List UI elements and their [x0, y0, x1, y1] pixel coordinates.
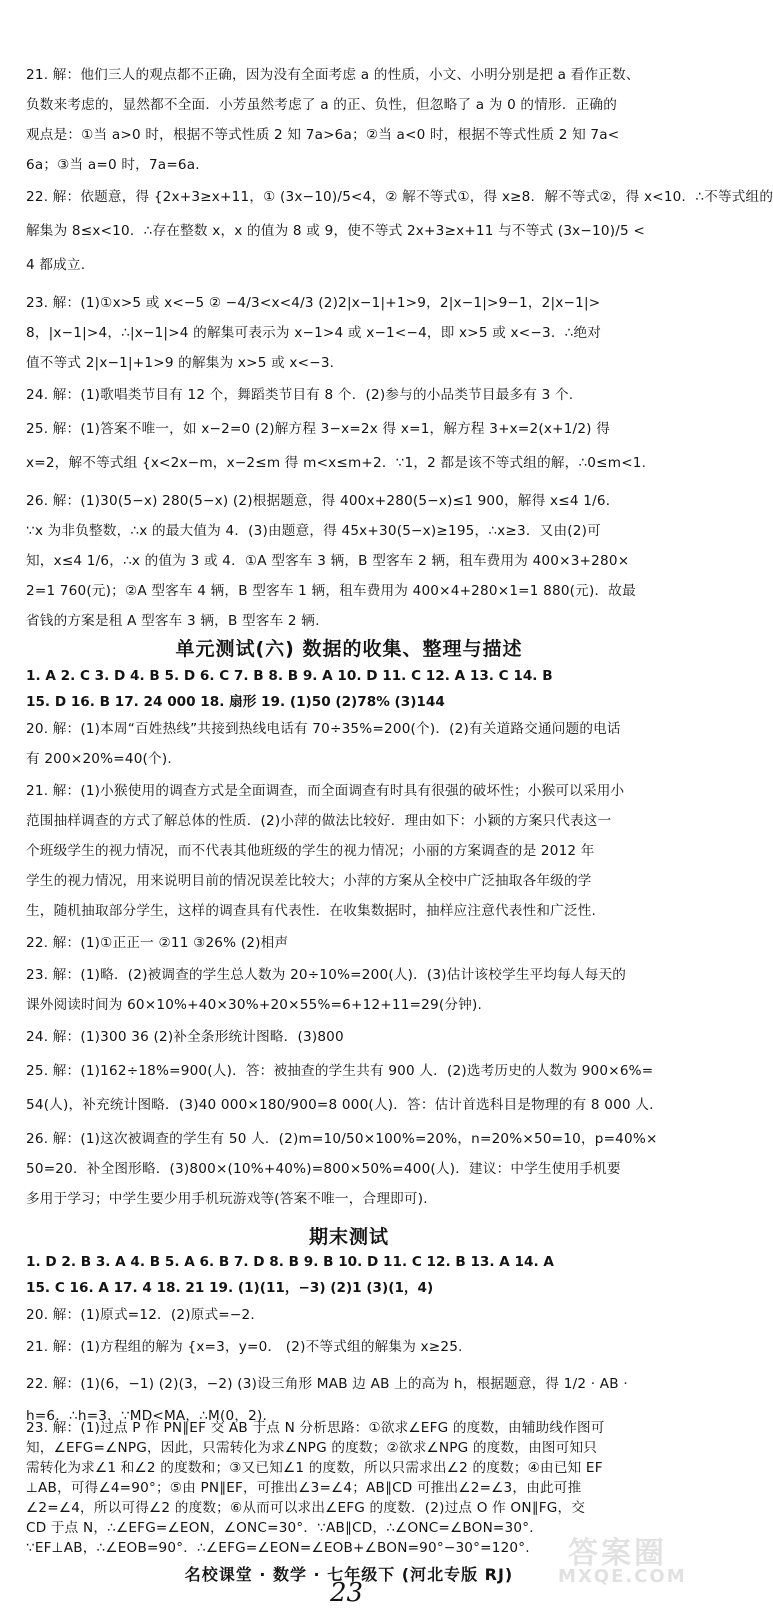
unit6-answer-26	[26, 1124, 686, 1214]
answer-line: 22. 解：(1)①正正一 ②11 ③26% (2)相声	[26, 935, 289, 951]
watermark-logo	[538, 1528, 688, 1592]
answer-line: 23. 解：(1)①x>5 或 x<−5 ② −4/3<x<4/3 (2)2|x−1|+1>9，2|x−1|>9−1，2|x−1|>	[26, 295, 601, 311]
section-title-final: 期末测试	[308, 1226, 389, 1248]
answer-line: 24. 解：(1)歌唱类节目有 12 个，舞蹈类节目有 8 个．(2)参与的小品类节目最多有 3 个.	[26, 387, 574, 403]
answer-line: 20. 解：(1)原式=12．(2)原式=−2.	[26, 1307, 255, 1323]
answer-line: 知，∠EFG=∠NPG，因此，只需转化为求∠NPG 的度数；②欲求∠NPG 的度数，由图可知只	[26, 1440, 598, 1456]
unit6-answer-23	[26, 960, 686, 1020]
answer-line: 21. 解：(1)方程组的解为 {x=3，y=0． (2)不等式组的解集为 x≥25.	[26, 1339, 463, 1355]
answer-line: 省钱的方案是租 A 型客车 3 辆，B 型客车 2 辆.	[26, 613, 320, 629]
page-footer: 名校课堂 · 数学 · 七年级下 (河北专版 RJ)	[184, 1565, 514, 1584]
final-answer-20	[26, 1300, 686, 1330]
answer-line: ∠2=∠4，所以可得∠2 的度数；⑥从而可以求出∠EFG 的度数．(2)过点 O 作 ON∥FG，交	[26, 1500, 586, 1516]
watermark-text: 答案圈	[568, 1536, 667, 1571]
answer-26	[26, 486, 686, 636]
section-title-unit6: 单元测试(六) 数据的收集、整理与描述	[175, 638, 523, 660]
answer-line: 50=20．补全图形略．(3)800×(10%+40%)=800×50%=400(人)．建议：中学生使用手机要	[26, 1161, 621, 1177]
final-answer-21	[26, 1330, 686, 1364]
answer-line: 21. 解：他们三人的观点都不正确，因为没有全面考虑 a 的性质，小文、小明分别是把 a 看作正数、	[26, 67, 640, 83]
answer-line: 2=1 760(元)；②A 型客车 4 辆，B 型客车 1 辆，租车费用为 400×4+280×1=1 880(元)．故最	[26, 583, 636, 599]
answer-line: CD 于点 N，∴∠EFG=∠EON，∠ONC=30°．∵AB∥CD，∴∠ONC=∠BON=30°．	[26, 1520, 544, 1536]
answer-line: 观点是：①当 a>0 时，根据不等式性质 2 知 7a>6a；②当 a<0 时，根据不等式性质 2 知 7a<	[26, 127, 620, 143]
answer-line: 生，随机抽取部分学生，这样的调查具有代表性．在收集数据时，抽样应注意代表性和广泛性.	[26, 903, 597, 919]
answer-line: 25. 解：(1)答案不唯一，如 x−2=0 (2)解方程 3−x=2x 得 x=1，解方程 3+x=2(x+1/2) 得	[26, 421, 610, 437]
answer-line: 4 都成立.	[26, 257, 86, 273]
answer-23	[26, 288, 686, 378]
answer-line: 有 200×20%=40(个).	[26, 751, 172, 767]
answer-line: ∵x 为非负整数，∴x 的最大值为 4．(3)由题意，得 45x+30(5−x)≥195，∴x≥3．又由(2)可	[26, 523, 601, 539]
answer-22	[26, 180, 773, 282]
unit6-answer-22	[26, 928, 686, 958]
answer-line: 21. 解：(1)小猴使用的调查方式是全面调查，而全面调查有时具有很强的破坏性；小猴可以采用小	[26, 783, 625, 799]
answer-line: 22. 解：(1)(6，−1) (2)(3，−2) (3)设三角形 MAB 边 AB 上的高为 h，根据题意，得 1/2 · AB ·	[26, 1376, 628, 1392]
unit6-answer-24	[26, 1022, 686, 1052]
answer-line: 学生的视力情况，用来说明目前的情况误差比较大；小萍的方案从全校中广泛抽取各年级的学	[26, 873, 592, 889]
answer-line: 22. 解：依题意，得 {2x+3≥x+11，① (3x−10)/5<4，② 解不等式①，得 x≥8．解不等式②，得 x<10．∴不等式组的	[26, 189, 773, 205]
answer-21	[26, 60, 686, 180]
answer-line: h=6．∴h=3．∵MD<MA，∴M(0，2).	[26, 1408, 267, 1424]
unit6-answer-25	[26, 1054, 686, 1122]
answer-line: ∵EF⊥AB，∴∠EOB=90°．∴∠EFG=∠EON=∠EOB+∠BON=90°−30°=120°.	[26, 1540, 530, 1556]
mc-answers-row: 15. D 16. B 17. 24 000 18. 扇形 19. (1)50 (2)78% (3)144	[26, 694, 445, 710]
mc-answers-row: 1. A 2. C 3. D 4. B 5. D 6. C 7. B 8. B 9. A 10. D 11. C 12. A 13. C 14. B	[26, 668, 553, 684]
answer-line: 范围抽样调查的方式了解总体的性质．(2)小萍的做法比较好．理由如下：小颖的方案只代表这一	[26, 813, 612, 829]
answer-25	[26, 412, 686, 480]
answer-line: 20. 解：(1)本周“百姓热线”共接到热线电话有 70÷35%=200(个)．(2)有关道路交通问题的电话	[26, 721, 621, 737]
mc-answers-row: 1. D 2. B 3. A 4. B 5. A 6. B 7. D 8. B 9. B 10. D 11. C 12. B 13. A 14. A	[26, 1254, 554, 1270]
mc-answers-row: 15. C 16. A 17. 4 18. 21 19. (1)(11，−3) (2)1 (3)(1，4)	[26, 1280, 434, 1296]
answer-24	[26, 380, 686, 410]
answer-line: 知，x≤4 1/6，∴x 的值为 3 或 4．①A 型客车 3 辆，B 型客车 2 辆，租车费用为 400×3+280×	[26, 553, 630, 569]
answer-line: 课外阅读时间为 60×10%+40×30%+20×55%=6+12+11=29(分钟).	[26, 997, 482, 1013]
watermark-url: MXQE.COM	[558, 1566, 687, 1587]
answer-line: x=2，解不等式组 {x<2x−m，x−2≤m 得 m<x≤m+2．∵1，2 都是该不等式组的解，∴0≤m<1.	[26, 455, 647, 471]
answer-line: 多用于学习；中学生要少用手机玩游戏等(答案不唯一，合理即可).	[26, 1191, 428, 1207]
answer-line: 26. 解：(1)这次被调查的学生有 50 人．(2)m=10/50×100%=20%，n=20%×50=10，p=40%×	[26, 1131, 658, 1147]
page-number: 23	[330, 1578, 364, 1608]
answer-line: 6a；③当 a=0 时，7a=6a.	[26, 157, 200, 173]
answer-line: 26. 解：(1)30(5−x) 280(5−x) (2)根据题意，得 400x+280(5−x)≤1 900，解得 x≤4 1/6．	[26, 493, 620, 509]
unit6-answer-20	[26, 714, 686, 774]
answer-line: 负数来考虑的，显然都不全面．小芳虽然考虑了 a 的正、负性，但忽略了 a 为 0 的情形．正确的	[26, 97, 617, 113]
answer-line: 解集为 8≤x<10．∴存在整数 x，x 的值为 8 或 9，使不等式 2x+3≥x+11 与不等式 (3x−10)/5 <	[26, 223, 645, 239]
answer-line: 25. 解：(1)162÷18%=900(人)．答：被抽查的学生共有 900 人．(2)选考历史的人数为 900×6%=	[26, 1063, 654, 1079]
answer-line: 需转化为求∠1 和∠2 的度数和；③又已知∠1 的度数，所以只需求出∠2 的度数；④由已知 EF	[26, 1460, 603, 1476]
answer-line: 8，|x−1|>4，∴|x−1|>4 的解集可表示为 x−1>4 或 x−1<−4，即 x>5 或 x<−3．∴绝对	[26, 325, 602, 341]
unit6-answer-21	[26, 776, 686, 926]
answer-line: 23. 解：(1)略．(2)被调查的学生总人数为 20÷10%=200(人)．(3)估计该校学生平均每人每天的	[26, 967, 627, 983]
answer-line: 值不等式 2|x−1|+1>9 的解集为 x>5 或 x<−3.	[26, 355, 335, 371]
answer-line: 23. 解：(1)过点 P 作 PN∥EF 交 AB 于点 N 分析思路：①欲求∠EFG 的度数，由辅助线作图可	[26, 1420, 605, 1436]
answer-line: ⊥AB，可得∠4=90°；⑤由 PN∥EF，可推出∠3=∠4；AB∥CD 可推出∠2=∠3，由此可推	[26, 1480, 582, 1496]
answer-line: 24. 解：(1)300 36 (2)补全条形统计图略．(3)800	[26, 1029, 344, 1045]
answer-line: 54(人)，补充统计图略．(3)40 000×180/900=8 000(人)．答：估计首选科目是物理的有 8 000 人.	[26, 1097, 654, 1113]
answer-line: 个班级学生的视力情况，而不代表其他班级的学生的视力情况；小丽的方案调查的是 2012 年	[26, 843, 595, 859]
